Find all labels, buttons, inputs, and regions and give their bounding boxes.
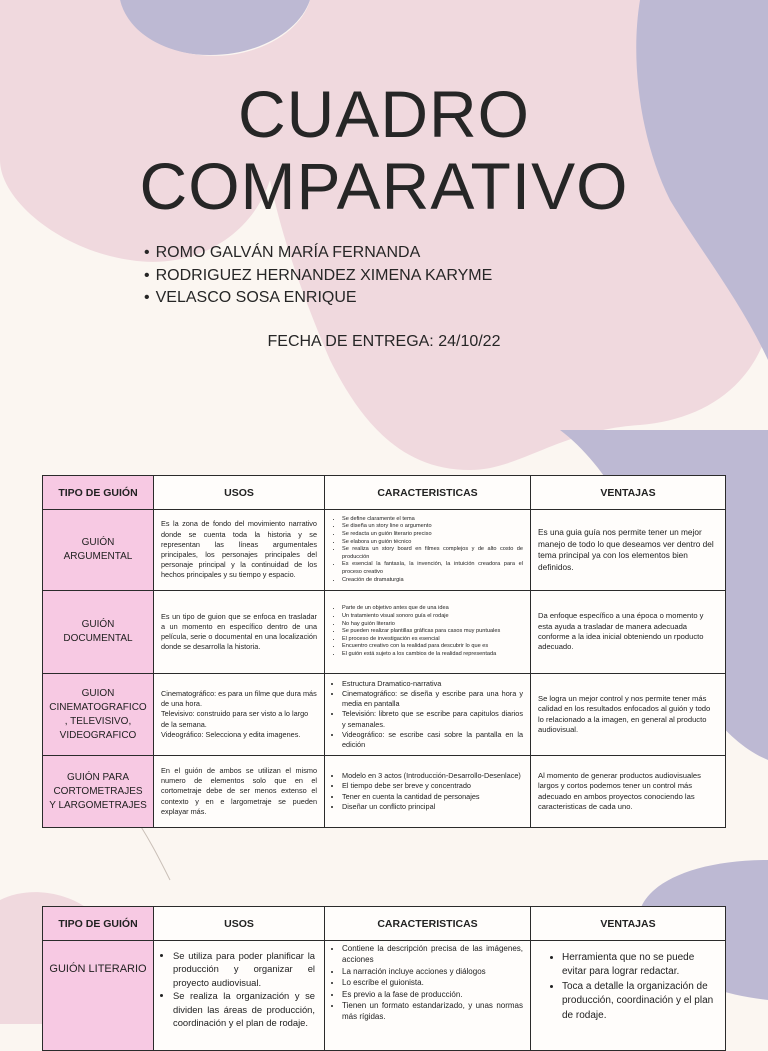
usos-text: Es la zona de fondo del movimiento narrativo donde se cuenta toda la historia y se representan las líneas argumentales principales, los personajes principales del personaje principal y la continuidad de los hechos principales y su tiempo y espacio. bbox=[161, 519, 317, 580]
feature-item: • Creación de dramaturgia bbox=[342, 577, 523, 585]
usos-line: Videográfico: Selecciona y edita imagenes. bbox=[161, 729, 301, 739]
ventajas-list bbox=[532, 951, 724, 1023]
feature-item: • El guión está sujeto a los cambios de la realidad representada bbox=[342, 651, 523, 659]
page-title bbox=[0, 78, 768, 222]
header-ventajas: VENTAJAS bbox=[531, 907, 726, 941]
features-list bbox=[326, 605, 529, 658]
row-caracteristicas bbox=[325, 510, 531, 591]
feature-item: • Se pueden realizar plantillas gráficas para casos muy puntuales bbox=[342, 628, 523, 636]
ventajas-item: • Herramienta que no se puede evitar para lograr redactar. bbox=[562, 951, 716, 980]
features-list bbox=[326, 679, 529, 750]
table-row bbox=[43, 510, 726, 591]
row-caracteristicas bbox=[325, 674, 531, 756]
row-caracteristicas bbox=[325, 941, 531, 1051]
row-usos bbox=[154, 591, 325, 674]
ventajas-text: Da enfoque específico a una época o momento y esta ayuda a trasladar de manera adecuada conforme a la idea inicial obteniendo un rpoducto adecuado. bbox=[538, 611, 704, 652]
row-ventajas bbox=[531, 591, 726, 674]
usos-item: • Se utiliza para poder planificar la producción y organizar el proyecto audiovisual. bbox=[173, 949, 315, 989]
author-item: • ROMO GALVÁN MARÍA FERNANDA bbox=[144, 242, 492, 265]
feature-item: • Se realiza un story board en filmes complejos y de alto costo de producción bbox=[342, 546, 523, 561]
header-caracteristicas: CARACTERISTICAS bbox=[325, 907, 531, 941]
table-row bbox=[43, 941, 726, 1051]
delivery-date: FECHA DE ENTREGA: 24/10/22 bbox=[267, 333, 501, 350]
feature-item: • Tener en cuenta la cantidad de personajes bbox=[342, 792, 523, 802]
feature-item: • Contiene la descripción precisa de las imágenes, acciones bbox=[342, 943, 523, 966]
feature-item: • La narración incluye acciones y diálogos bbox=[342, 966, 523, 977]
features-list bbox=[326, 516, 529, 584]
row-type: GUIÓN DOCUMENTAL bbox=[43, 591, 154, 674]
row-ventajas bbox=[531, 510, 726, 591]
feature-item: • No hay guión literario bbox=[342, 621, 523, 629]
comparison-table-1 bbox=[42, 475, 726, 828]
header-ventajas: VENTAJAS bbox=[531, 476, 726, 510]
row-type: GUIÓN LITERARIO bbox=[43, 941, 154, 1051]
feature-item: • Encuentro creativo con la realidad para descubrir lo que es bbox=[342, 643, 523, 651]
row-usos bbox=[154, 941, 325, 1051]
row-type: GUIÓN PARA CORTOMETRAJES Y LARGOMETRAJES bbox=[43, 756, 154, 828]
table-row bbox=[43, 591, 726, 674]
feature-item: • Se define claramente el tema bbox=[342, 516, 523, 524]
usos-text: Es un tipo de guion que se enfoca en trasladar a un momento en específico dentro de una película, serie o documental en una localización donde se desarrolla la historia. bbox=[161, 611, 317, 652]
feature-item: • Cinematográfico: se diseña y escribe para una hora y media en pantalla bbox=[342, 689, 523, 709]
feature-item: • Televisión: libreto que se escribe para capitulos diarios y semanales. bbox=[342, 709, 523, 729]
feature-item: • Videográfico: se escribe casi sobre la pantalla en la edición bbox=[342, 730, 523, 750]
feature-item: • Parte de un objetivo antes que de una idea bbox=[342, 605, 523, 613]
feature-item: • Tienen un formato estandarizado, y unas normas más rígidas. bbox=[342, 1000, 523, 1023]
ventajas-text: Es una guia guía nos permite tener un mejor manejo de todo lo que deseamos ver dentro del tema principal ya con los elementos bien definidos. bbox=[538, 527, 714, 572]
row-type: GUION CINEMATOGRAFICO , TELEVISIVO, VIDEOGRAFICO bbox=[43, 674, 154, 756]
usos-item: • Se realiza la organización y se dividen las áreas de producción, coordinación y el plan de rodaje. bbox=[173, 989, 315, 1029]
ventajas-text: Al momento de generar productos audiovisuales largos y cortos podemos tener un control más adecuado en ambos proyectos conociendo las caracteristicas de cada uno. bbox=[538, 770, 701, 811]
feature-item: • Se redacta un guión literario preciso bbox=[342, 531, 523, 539]
row-caracteristicas bbox=[325, 756, 531, 828]
author-item: • RODRIGUEZ HERNANDEZ XIMENA KARYME bbox=[144, 265, 492, 288]
feature-item: • Se diseña un story line o argumento bbox=[342, 523, 523, 531]
ventajas-item: • Toca a detalle la organización de producción, coordinación y el plan de rodaje. bbox=[562, 980, 716, 1023]
header-usos: USOS bbox=[154, 907, 325, 941]
feature-item: • Se elabora un guión técnico bbox=[342, 539, 523, 547]
row-ventajas bbox=[531, 674, 726, 756]
author-item: • VELASCO SOSA ENRIQUE bbox=[144, 287, 492, 310]
feature-item: • Estructura Dramatico-narrativa bbox=[342, 679, 523, 689]
row-ventajas bbox=[531, 941, 726, 1051]
features-list bbox=[326, 943, 529, 1023]
feature-item: • Es previo a la fase de producción. bbox=[342, 989, 523, 1000]
title-line-1: CUADRO bbox=[237, 77, 530, 151]
usos-line: Televisivo: construido para ser visto a lo largo de la semana. bbox=[161, 709, 309, 729]
row-type: GUIÓN ARGUMENTAL bbox=[43, 510, 154, 591]
feature-item: • Lo escribe el guionista. bbox=[342, 977, 523, 988]
usos-text: En el guión de ambos se utilizan el mismo numero de elementos solo que en el cortometraje debe de ser menos extenso el contexto y en e largometraje se pueden explayar más. bbox=[161, 765, 317, 816]
feature-item: • Un tratamiento visual sonoro guía el rodaje bbox=[342, 613, 523, 621]
feature-item: • Modelo en 3 actos (Introducción-Desarrollo-Desenlace) bbox=[342, 771, 523, 781]
header-caracteristicas: CARACTERISTICAS bbox=[325, 476, 531, 510]
feature-item: • El proceso de investigación es esencial bbox=[342, 636, 523, 644]
header-tipo: TIPO DE GUIÓN bbox=[43, 476, 154, 510]
ventajas-text: Se logra un mejor control y nos permite tener más calidad en los resultados enfocados al guión y todo lo relacionado a la imagen, en general al producto audiovisual. bbox=[538, 693, 711, 734]
row-usos bbox=[154, 756, 325, 828]
feature-item: • Es esencial la fantasía, la invención, la intuición creadora para el proceso creativo bbox=[342, 561, 523, 576]
row-usos bbox=[154, 510, 325, 591]
table-header-row bbox=[43, 907, 726, 941]
table-row bbox=[43, 756, 726, 828]
table-row bbox=[43, 674, 726, 756]
row-usos bbox=[154, 674, 325, 756]
usos-list bbox=[155, 949, 323, 1029]
table-header-row bbox=[43, 476, 726, 510]
usos-line: Cinematográfico: es para un filme que dura más de una hora. bbox=[161, 688, 317, 709]
usos-text bbox=[155, 689, 323, 740]
title-line-2: COMPARATIVO bbox=[139, 149, 629, 223]
header-tipo: TIPO DE GUIÓN bbox=[43, 907, 154, 941]
row-ventajas bbox=[531, 756, 726, 828]
feature-item: • El tiempo debe ser breve y concentrado bbox=[342, 781, 523, 791]
header-usos: USOS bbox=[154, 476, 325, 510]
feature-item: • Diseñar un conflicto principal bbox=[342, 802, 523, 812]
features-list bbox=[326, 771, 529, 812]
authors-list bbox=[144, 242, 492, 310]
row-caracteristicas bbox=[325, 591, 531, 674]
comparison-table-2 bbox=[42, 906, 726, 1051]
